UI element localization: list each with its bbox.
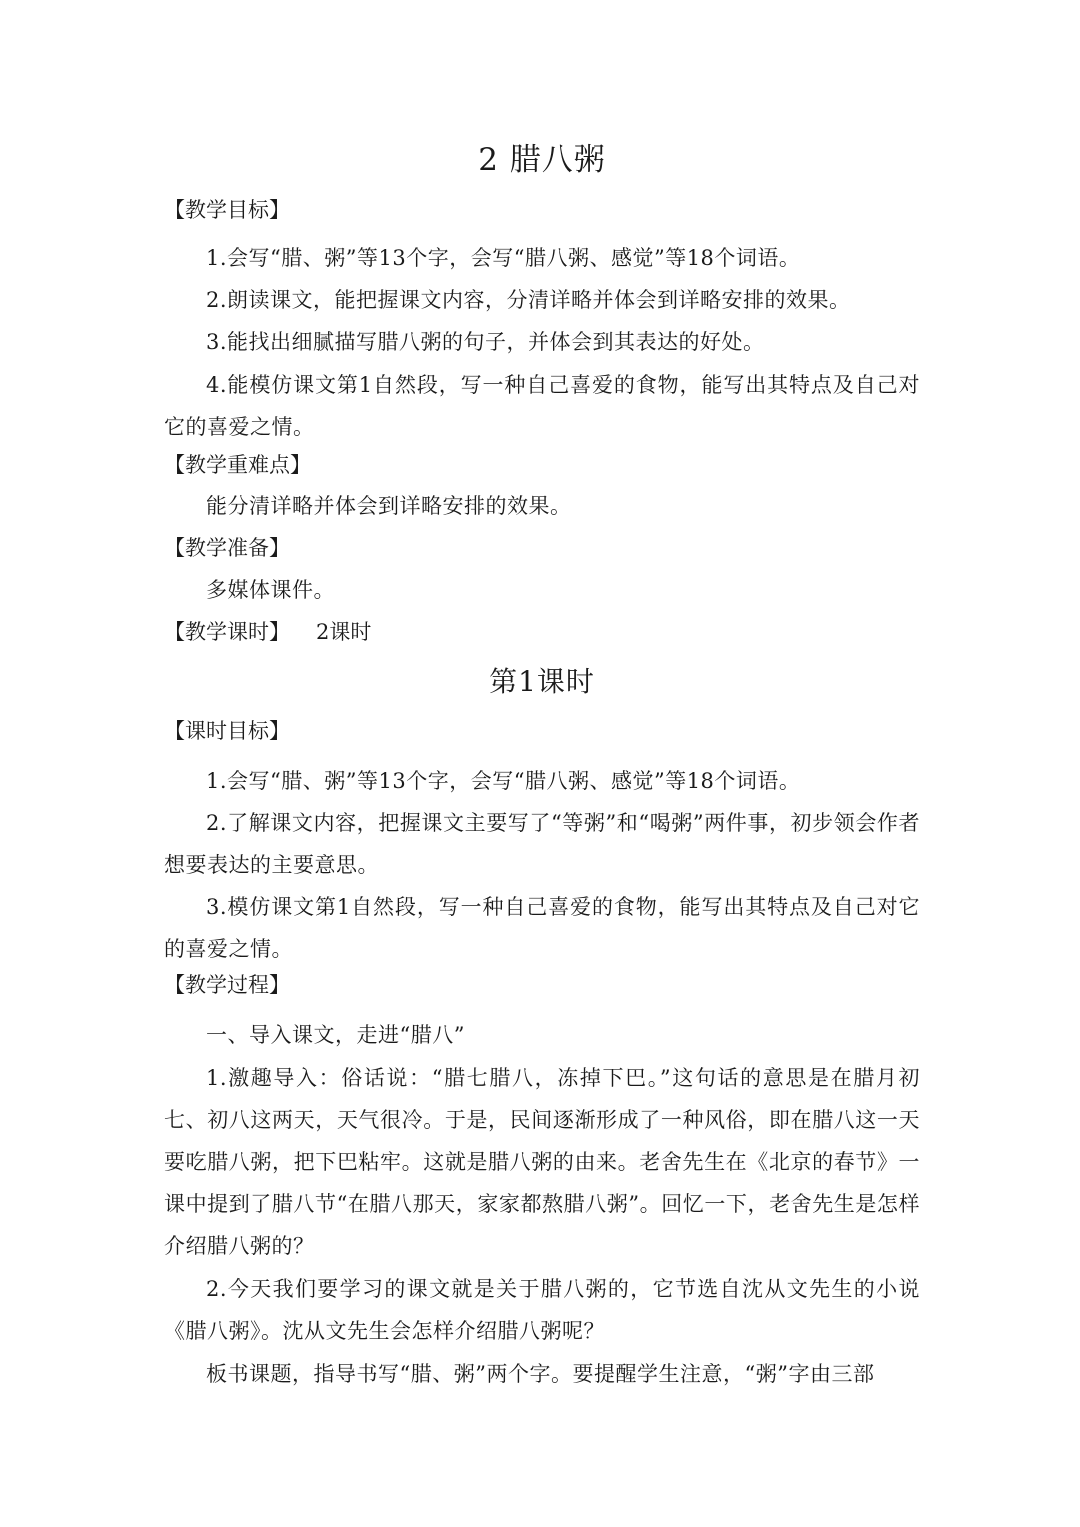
class-hours-value: 2课时	[316, 620, 372, 644]
lesson-goal-item: 1.会写“腊、粥”等13个字，会写“腊八粥、感觉”等18个词语。	[206, 769, 801, 793]
lesson-goals-heading: 【课时目标】	[164, 719, 290, 743]
document-title: 2 腊八粥	[478, 142, 606, 178]
lesson-goal-item: 2.了解课文内容，把握课文主要写了“等粥”和“喝粥”两件事，初步领会作者想要表达的主要意思。	[164, 811, 920, 877]
preparation-heading: 【教学准备】	[164, 536, 290, 560]
teaching-goals-heading: 【教学目标】	[164, 198, 290, 222]
key-points-text: 能分清详略并体会到详略安排的效果。	[206, 494, 572, 518]
preparation-text: 多媒体课件。	[206, 578, 335, 602]
key-points-heading: 【教学重难点】	[164, 453, 311, 477]
process-paragraph: 1.激趣导入：俗话说：“腊七腊八，冻掉下巴。”这句话的意思是在腊月初七、初八这两天，天气很冷。于是，民间逐渐形成了一种风俗，即在腊八这一天要吃腊八粥，把下巴粘牢。这就是腊八粥的由来。老舍先生在《北京的春节》一课中提到了腊八节“在腊八那天，家家都熬腊八粥”。回忆一下，老舍先生是怎样介绍腊八粥的？	[164, 1066, 920, 1258]
process-paragraph: 板书课题，指导书写“腊、粥”两个字。要提醒学生注意，“粥”字由三部	[206, 1362, 875, 1386]
class-hours-row	[164, 617, 371, 647]
lesson-goal-item: 3.模仿课文第1自然段，写一种自己喜爱的食物，能写出其特点及自己对它的喜爱之情。	[164, 895, 920, 961]
process-heading: 【教学过程】	[164, 973, 290, 997]
teaching-goal-item: 2.朗读课文，能把握课文内容，分清详略并体会到详略安排的效果。	[206, 288, 851, 312]
lesson-title: 第1课时	[489, 665, 595, 698]
teaching-goal-item: 1.会写“腊、粥”等13个字，会写“腊八粥、感觉”等18个词语。	[206, 246, 801, 270]
teaching-goal-item: 4.能模仿课文第1自然段，写一种自己喜爱的食物，能写出其特点及自己对它的喜爱之情。	[164, 373, 920, 439]
process-paragraph: 2.今天我们要学习的课文就是关于腊八粥的，它节选自沈从文先生的小说《腊八粥》。沈从文先生会怎样介绍腊八粥呢？	[164, 1277, 920, 1343]
section-title: 一、导入课文，走进“腊八”	[206, 1023, 465, 1047]
teaching-goal-item: 3.能找出细腻描写腊八粥的句子，并体会到其表达的好处。	[206, 330, 765, 354]
class-hours-heading: 【教学课时】	[164, 620, 290, 644]
